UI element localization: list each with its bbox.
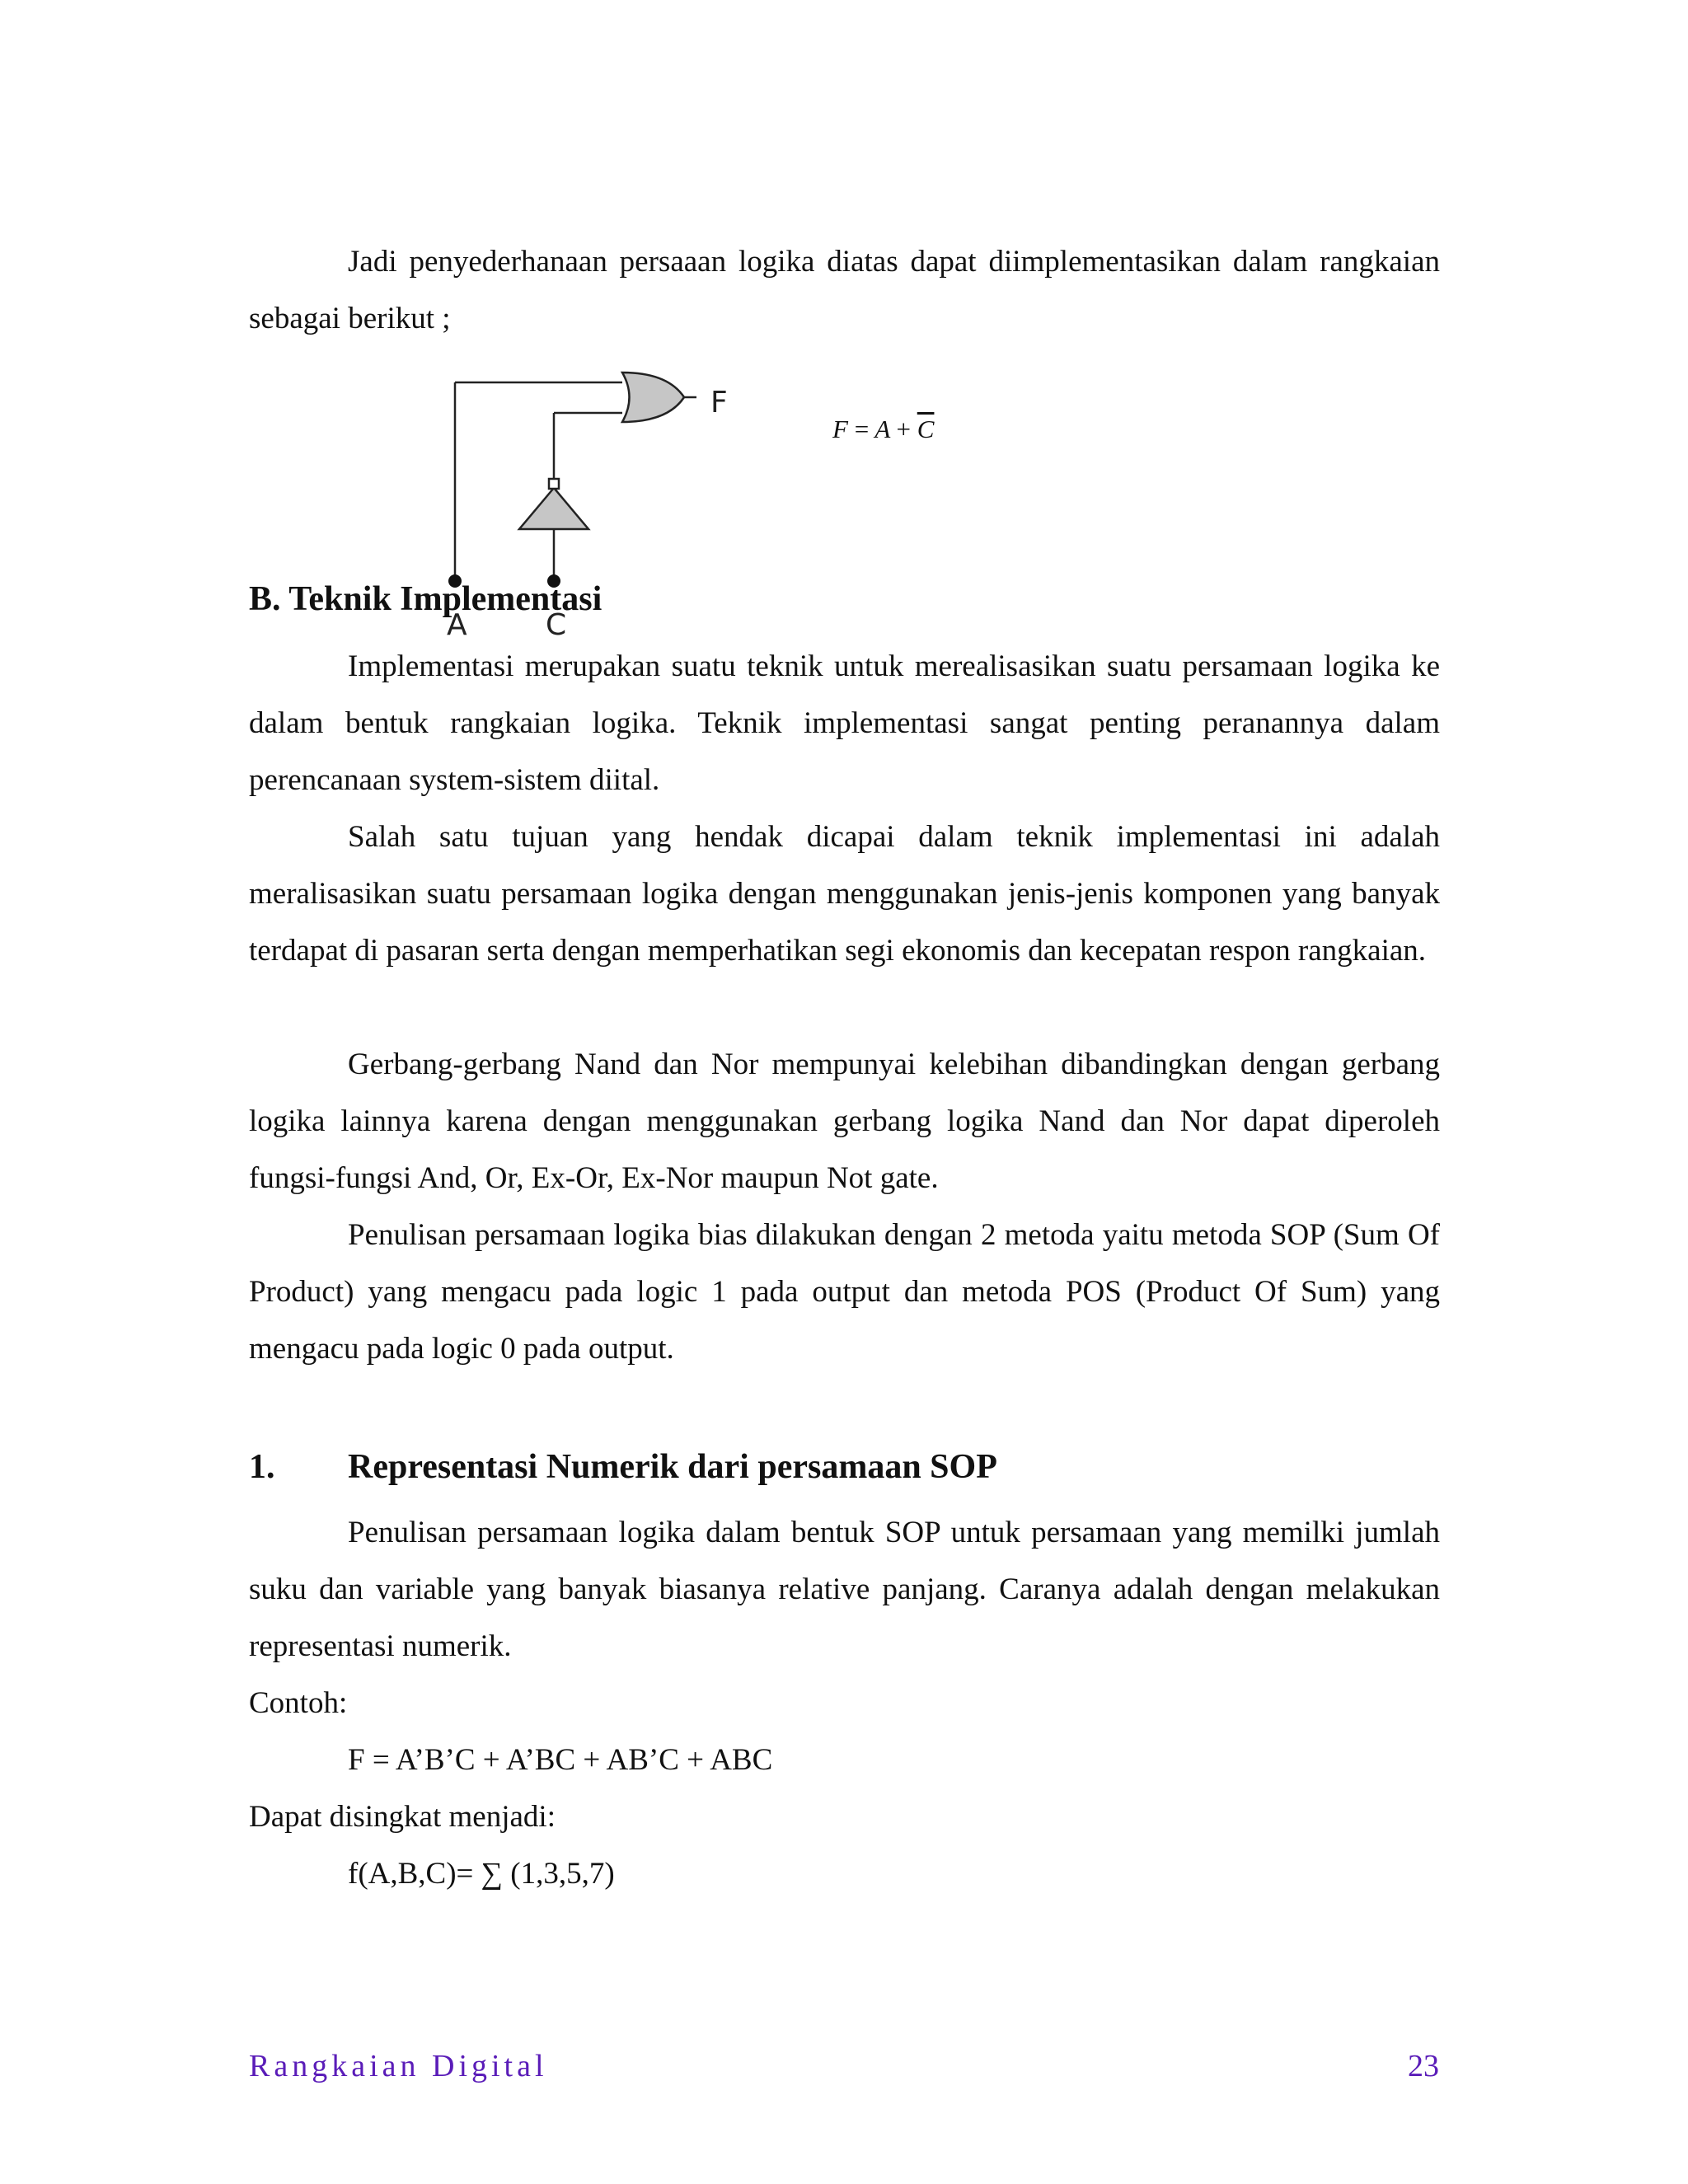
input-label-a: A — [447, 608, 467, 642]
section-b-heading: B. Teknik Implementasi — [249, 580, 603, 618]
formula-plus: + — [896, 415, 911, 443]
input-label-c: C — [546, 608, 567, 642]
formula-lhs: F — [832, 415, 848, 443]
formula-equals: = — [854, 415, 870, 443]
not-gate-bubble — [549, 479, 559, 489]
section-1-number: 1. — [249, 1448, 275, 1486]
formula-a: A — [874, 415, 890, 443]
dapat-label: Dapat disingkat menjadi: — [249, 1800, 556, 1834]
or-gate — [622, 373, 684, 422]
page-number: 23 — [1408, 2049, 1439, 2083]
output-label-f: F — [710, 386, 728, 419]
boolean-formula — [832, 415, 934, 444]
paragraph-5: Penulisan persamaan logika dalam bentuk SOP untuk persamaan yang memilki jumlah suku dan variable yang banyak biasanya relative panjang. Caranya adalah dengan melakukan representasi numerik. — [249, 1516, 1440, 1663]
footer-title: Rangkaian Digital — [249, 2049, 548, 2083]
equation-sop: F = A’B’C + A’BC + AB’C + ABC — [348, 1743, 773, 1777]
contoh-label: Contoh: — [249, 1686, 348, 1720]
equation-sigma: f(A,B,C)= ∑ (1,3,5,7) — [348, 1857, 615, 1891]
intro-paragraph: Jadi penyederhanaan persaaan logika diatas dapat diimplementasikan dalam rangkaian sebagai berikut ; — [249, 245, 1440, 335]
paragraph-2: Salah satu tujuan yang hendak dicapai dalam teknik implementasi ini adalah meralisasikan suatu persamaan logika dengan menggunakan jenis-jenis komponen yang banyak terdapat di pasaran serta dengan memperhatikan segi ekonomis dan kecepatan respon rangkaian. — [249, 820, 1440, 968]
not-gate — [519, 488, 588, 529]
paragraph-3: Gerbang-gerbang Nand dan Nor mempunyai kelebihan dibandingkan dengan gerbang logika lainnya karena dengan menggunakan gerbang logika Nand dan Nor dapat diperoleh fungsi-fungsi And, Or, Ex-Or, Ex-Nor maupun Not gate. — [249, 1047, 1440, 1195]
formula-c-bar: $\overline{C}$ — [917, 415, 935, 443]
paragraph-4: Penulisan persamaan logika bias dilakukan dengan 2 metoda yaitu metoda SOP (Sum Of Product) yang mengacu pada logic 1 pada output dan metoda POS (Product Of Sum) yang mengacu pada logic 0 pada output. — [249, 1218, 1440, 1366]
paragraph-1: Implementasi merupakan suatu teknik untuk merealisasikan suatu persamaan logika ke dalam bentuk rangkaian logika. Teknik implementasi sangat penting peranannya dalam perencanaan system-sistem diital. — [249, 649, 1440, 797]
section-1-title: Representasi Numerik dari persamaan SOP — [348, 1448, 997, 1486]
